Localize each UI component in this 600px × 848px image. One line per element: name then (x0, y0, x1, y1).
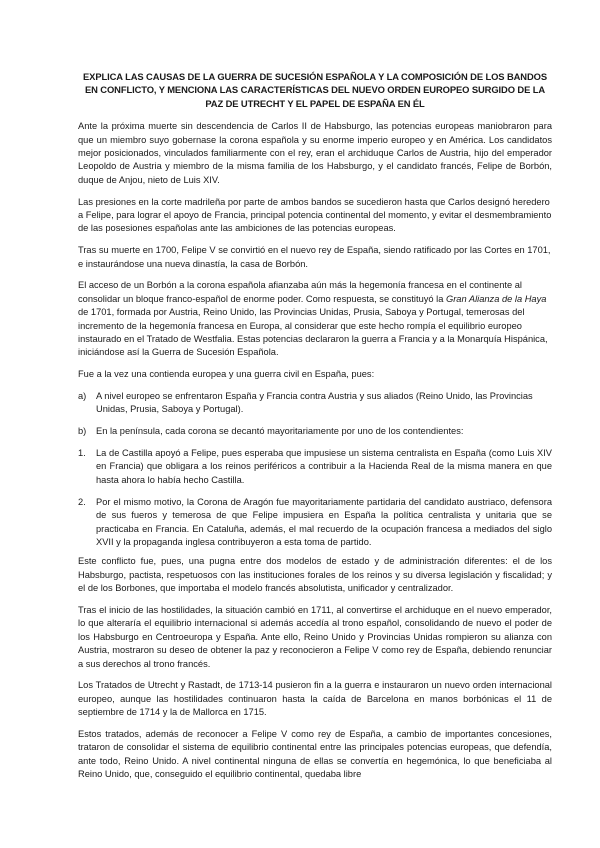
paragraph-4-text-b: de 1701, formada por Austria, Reino Unido, las Provincias Unidas, Prusia, Saboya y Portugal, temerosas del incremento de la hegemonía francesa en Europa, al considerar que este hecho rompía el equilibrio europeo instaurado en el Tratado de Westfalia. Estas potencias declararon la guerra a Francia y a la Monarquía Hispánica, iniciándose así la Guerra de Sucesión Española. (78, 307, 548, 358)
gran-alianza-term: Gran Alianza de la Haya (445, 293, 547, 304)
list-text: A nivel europeo se enfrentaron España y Francia contra Austria y sus aliados (Reino Unido, las Provincias Unidas, Prusia, Saboya y Portugal). (96, 391, 533, 415)
list-marker: 1. (78, 448, 86, 459)
paragraph-3: Tras su muerte en 1700, Felipe V se convirtió en el nuevo rey de España, siendo ratificado por las Cortes en 1701, e instaurándose una nueva dinastía, la casa de Borbón. (78, 245, 551, 269)
list-text: En la península, cada corona se decantó mayoritariamente por uno de los contendientes: (96, 426, 464, 437)
list-item (78, 425, 552, 438)
list-item (78, 447, 552, 487)
list-item (78, 496, 552, 550)
paragraph-9: Estos tratados, además de reconocer a Felipe V como rey de España, a cambio de importantes concesiones, trataron de consolidar el sistema de equilibrio continental entre las principales potencias europeas, que defendía, ante todo, Reino Unido. A nivel continental ninguna de ellas se convertía en hegemónica, lo que beneficiaba al Reino Unido, que, conseguido el equilibrio continental, quedaba libre (78, 728, 552, 780)
paragraph-2: Las presiones en la corte madrileña por parte de ambos bandos se sucedieron hasta que Carlos designó heredero a Felipe, para lograr el apoyo de Francia, principal potencia continental del momento, y evitar el desmembramiento de las posesiones españolas ante las ambiciones de las potencias europeas. (78, 196, 552, 234)
paragraph-7: Tras el inicio de las hostilidades, la situación cambió en 1711, al convertirse el archiduque en el nuevo emperador, lo que alteraría el equilibrio internacional si además accedía al trono español, consolidando de nuevo el poder de los Habsburgo en Centroeuropa y España. Ante ello, Reino Unido y Provincias Unidas rompieron su alianza con Austria, mostraron su deseo de obtener la paz y reconocieron a Felipe V como rey de España, debiendo renunciar a sus derechos al trono francés. (78, 604, 552, 669)
paragraph-1: Ante la próxima muerte sin descendencia de Carlos II de Habsburgo, las potencias europeas maniobraron para que un miembro suyo gobernase la corona española y su enorme imperio europeo y en América. Los candidatos mejor posicionados, vinculados familiarmente con el rey, eran el archiduque Carlos de Austria, hijo del emperador Leopoldo de Austria y miembro de la misma familia de los Habsburgo, y el candidato francés, Felipe de Borbón, duque de Anjou, nieto de Luis XIV. (78, 121, 552, 185)
list-text: La de Castilla apoyó a Felipe, pues esperaba que impusiese un sistema centralista en España (como Luis XIV en Francia) que obligara a los reinos periféricos a contribuir a la Hacienda Real de la misma manera en que hasta ahora lo había hecho Castilla. (96, 448, 552, 485)
paragraph-4-text-a: El acceso de un Borbón a la corona española afianzaba aún más la hegemonía francesa en el continente al consolidar un bloque franco-español de enorme poder. Como respuesta, se constituyó la (78, 280, 522, 304)
list-item (78, 390, 552, 417)
paragraph-5: Fue a la vez una contienda europea y una guerra civil en España, pues: (78, 369, 375, 380)
document-page (78, 70, 552, 790)
paragraph-6: Este conflicto fue, pues, una pugna entre dos modelos de estado y de administración diferentes: el de los Habsburgo, pactista, respetuosos con las instituciones forales de los reinos y su diversa legislación y fiscalidad; y el de los Borbones, que importaba el modelo francés absolutista, unificador y centralizador. (78, 556, 552, 594)
list-marker: 2. (78, 496, 86, 507)
list-text: Por el mismo motivo, la Corona de Aragón fue mayoritariamente partidaria del candidato austriaco, defensora de sus fueros y temerosa de que Felipe impusiera en España la política centralista y unitaria que se practicaba en Francia. En Cataluña, además, el mal recuerdo de la ocupación francesa a mediados del siglo XVII y la propaganda inglesa contribuyeron a esta toma de partido. (96, 496, 552, 547)
list-marker: b) (78, 426, 87, 437)
paragraph-8: Los Tratados de Utrecht y Rastadt, de 1713-14 pusieron fin a la guerra e instauraron un nuevo orden internacional europeo, aunque las hostilidades continuaron hasta la caída de Barcelona en manos borbónicas el 11 de septiembre de 1714 y la de Mallorca en 1715. (78, 680, 552, 718)
page-title: EXPLICA LAS CAUSAS DE LA GUERRA DE SUCESIÓN ESPAÑOLA Y LA COMPOSICIÓN DE LOS BANDOS EN CONFLICTO, Y MENCIONA LAS CARACTERÍSTICAS DEL NUEVO ORDEN EUROPEO SURGIDO DE LA PAZ DE UTRECHT Y EL PAPEL DE ESPAÑA EN ÉL (83, 71, 547, 109)
list-marker: a) (78, 391, 87, 402)
paragraph-4 (78, 279, 552, 359)
